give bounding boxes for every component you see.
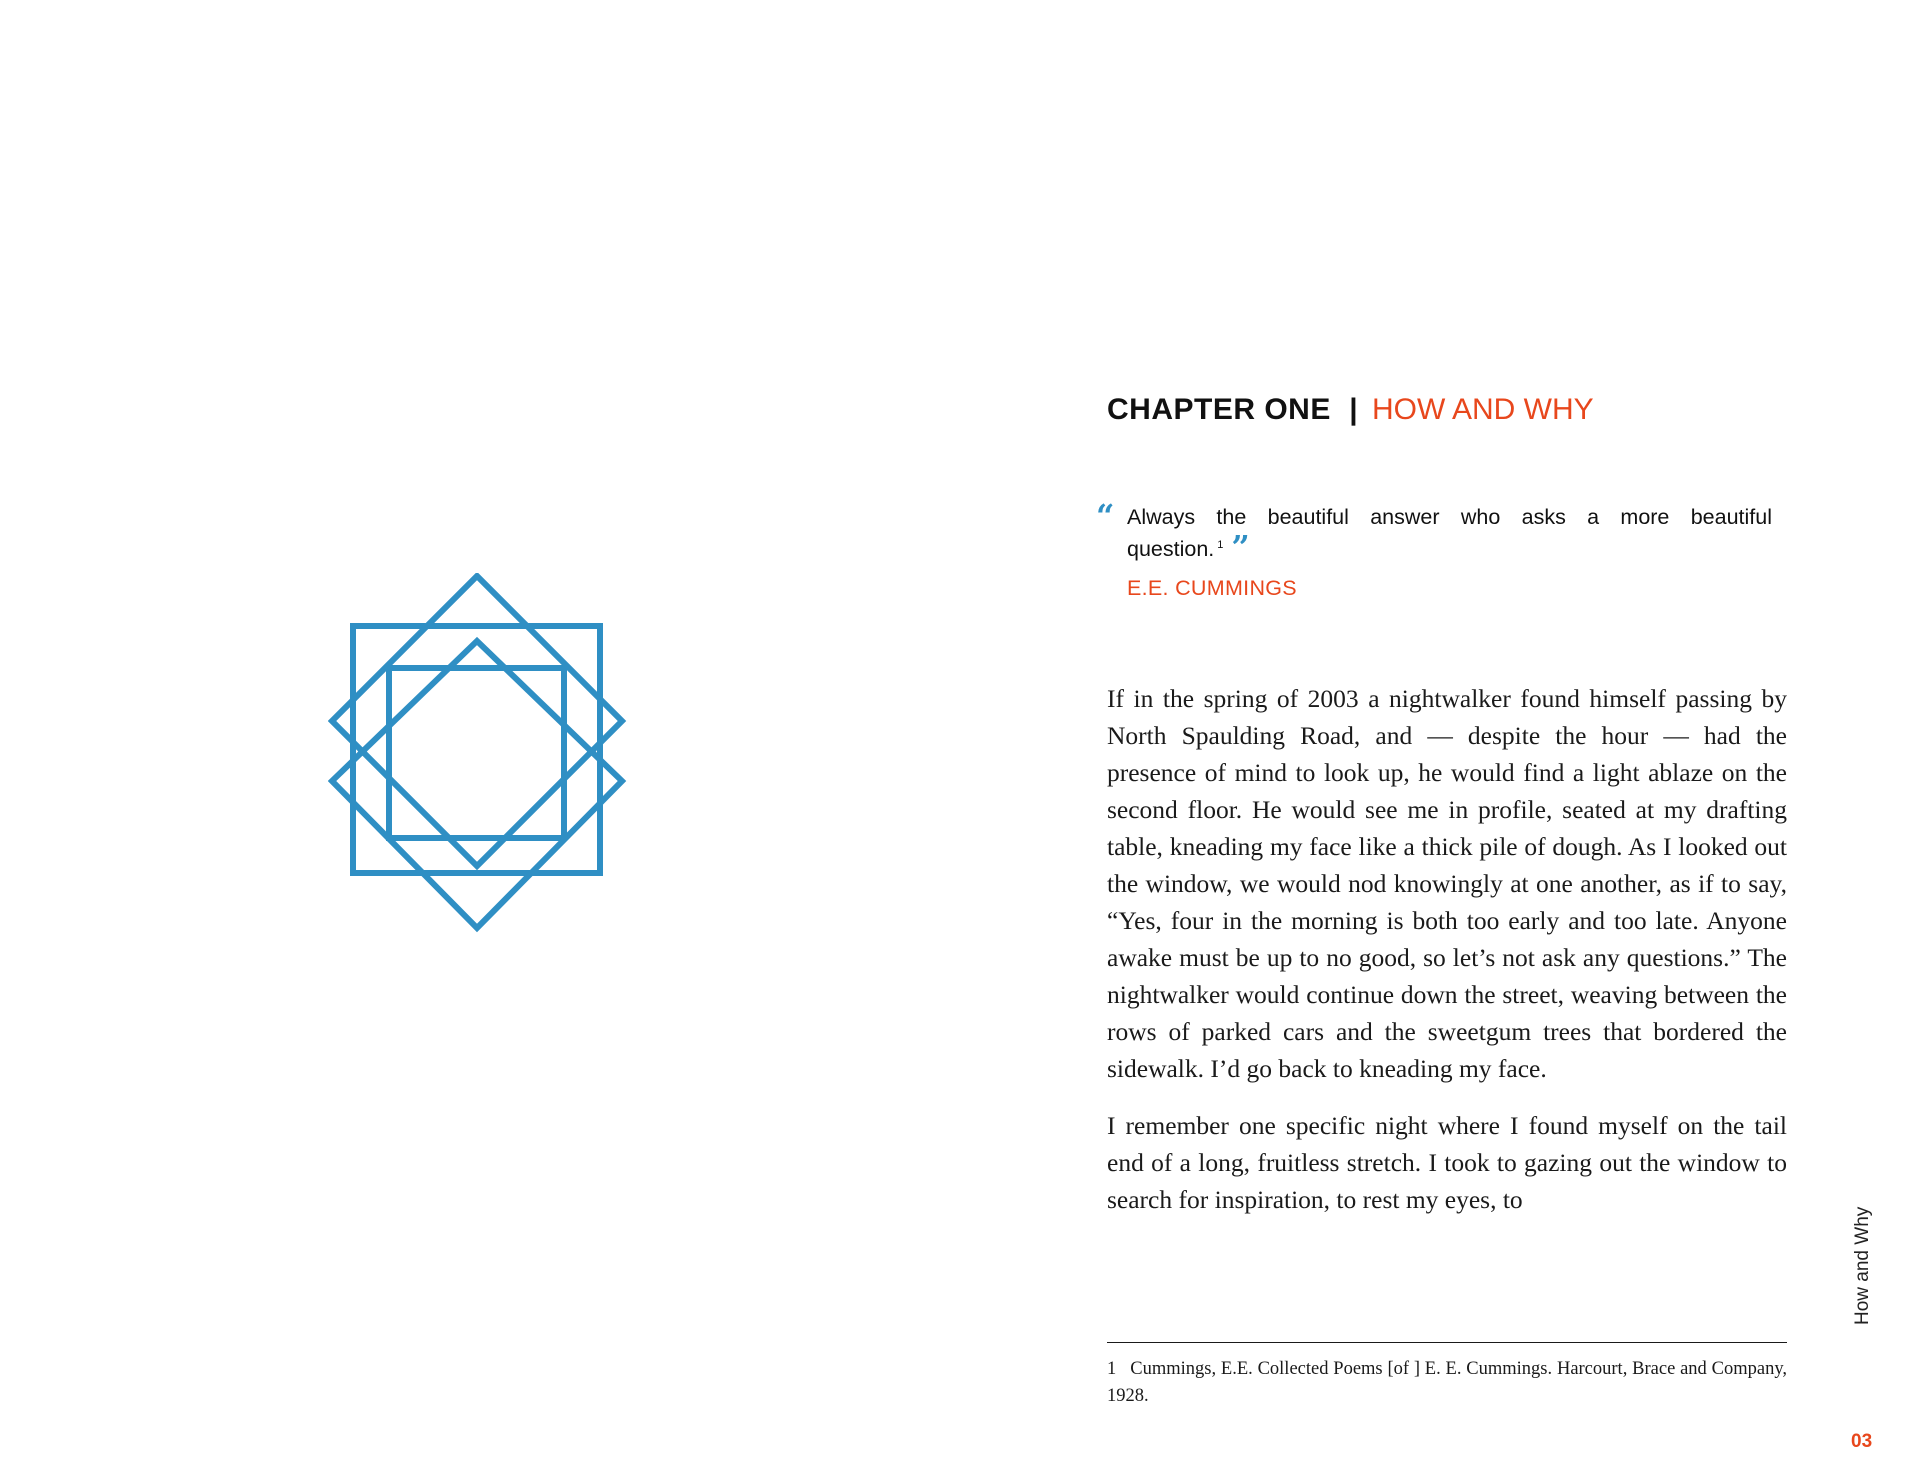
chapter-label: CHAPTER ONE	[1107, 393, 1331, 426]
chapter-separator: |	[1349, 393, 1358, 426]
epigraph-quote	[1127, 501, 1772, 565]
ornament-inner-square	[389, 668, 564, 838]
footnote-reference[interactable]: 1	[1217, 539, 1224, 551]
epigraph	[1096, 497, 1772, 602]
chapter-heading	[1107, 390, 1807, 434]
running-head: How and Why	[1852, 1206, 1873, 1325]
chapter-title: HOW AND WHY	[1371, 393, 1594, 426]
footnote-number: 1	[1107, 1359, 1117, 1379]
close-quote-icon: ”	[1231, 528, 1250, 566]
body-paragraph: I remember one specific night where I found myself on the tail end of a long, fruitless stretch. I took to gazing out the window to search for inspiration, to rest my eyes, to	[1107, 1111, 1787, 1214]
footnote-text: Cummings, E.E. Collected Poems [of ] E. E. Cummings. Harcourt, Brace and Company, 1928.	[1107, 1359, 1787, 1406]
epigraph-attribution: E.E. CUMMINGS	[1127, 576, 1297, 600]
body-text	[1107, 680, 1787, 1238]
footnote	[1107, 1356, 1787, 1410]
geometric-star-icon	[328, 573, 628, 933]
epigraph-quote-text: Always the beautiful answer who asks a more beautiful question.	[1127, 505, 1772, 561]
page-number: 03	[1851, 1431, 1873, 1452]
ornament-lower-diamond	[332, 641, 622, 928]
open-quote-icon: “	[1096, 497, 1115, 535]
footnote-divider	[1107, 1342, 1787, 1343]
body-paragraph: If in the spring of 2003 a nightwalker found himself passing by North Spaulding Road, and — despite the hour — had the presence of mind to look up, he would find a light ablaze on the second floor. He would see me in profile, seated at my drafting table, kneading my face like a thick pile of dough. As I looked out the window, we would nod knowingly at one another, as if to say, “Yes, four in the morning is both too early and too late. Anyone awake must be up to no good, so let’s not ask any questions.” The nightwalker would continue down the street, weaving between the rows of parked cars and the sweetgum trees that bordered the sidewalk. I’d go back to kneading my face.	[1107, 684, 1787, 1083]
